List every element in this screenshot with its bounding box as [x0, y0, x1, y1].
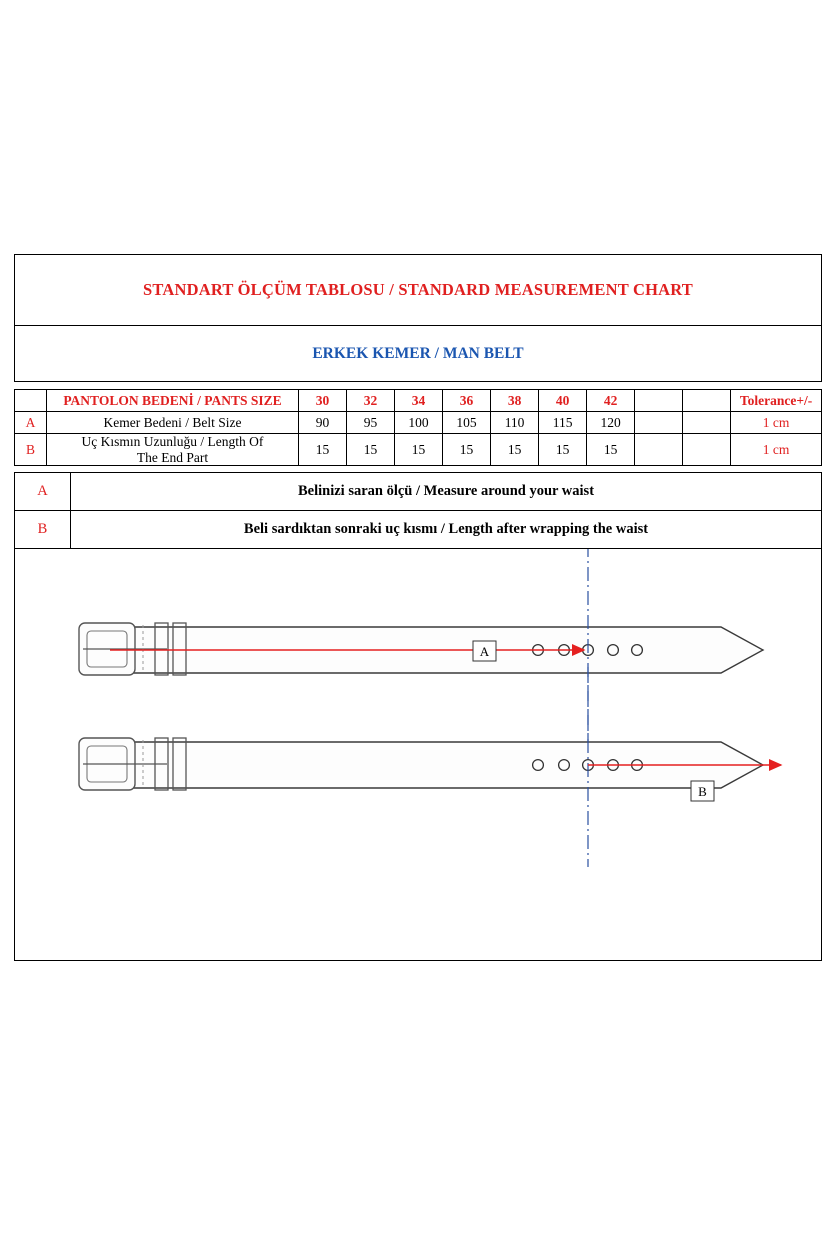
measurement-chart-sheet — [14, 254, 822, 961]
belt-a-group — [79, 549, 763, 761]
chart-subtitle: ERKEK KEMER / MAN BELT — [312, 344, 524, 362]
row-a-desc: Kemer Bedeni / Belt Size — [47, 412, 299, 434]
table-row-a — [15, 412, 822, 434]
note-a-label: A — [15, 473, 71, 511]
row-a-value-36: 105 — [443, 412, 491, 434]
header-size-32: 32 — [346, 390, 394, 412]
label-b-text: B — [698, 784, 707, 800]
belt-top-illustration — [115, 889, 760, 934]
row-b-blank-2 — [683, 434, 731, 466]
row-b-value-32: 15 — [346, 434, 394, 466]
notes-table — [14, 472, 822, 549]
belt-diagram-svg — [15, 549, 821, 959]
note-b-text: Beli sardıktan sonraki uç kısmı / Length after wrapping the waist — [71, 511, 822, 549]
header-size-38: 38 — [491, 390, 539, 412]
label-a-text: A — [479, 644, 490, 660]
row-a-value-38: 110 — [491, 412, 539, 434]
table-header-row — [15, 390, 822, 412]
table-row-b — [15, 434, 822, 466]
row-b-value-30: 15 — [298, 434, 346, 466]
header-size-30: 30 — [298, 390, 346, 412]
note-row-b — [15, 511, 822, 549]
row-a-value-42: 120 — [587, 412, 635, 434]
row-a-blank-2 — [683, 412, 731, 434]
row-b-value-38: 15 — [491, 434, 539, 466]
row-a-value-34: 100 — [394, 412, 442, 434]
header-label-cell — [15, 390, 47, 412]
chart-title: STANDART ÖLÇÜM TABLOSU / STANDARD MEASUREMENT CHART — [143, 280, 693, 299]
note-b-label: B — [15, 511, 71, 549]
note-row-a — [15, 473, 822, 511]
row-a-label: A — [15, 412, 47, 434]
chart-subtitle-box — [14, 326, 822, 382]
header-size-42: 42 — [587, 390, 635, 412]
row-a-blank-1 — [635, 412, 683, 434]
row-b-value-34: 15 — [394, 434, 442, 466]
header-size-40: 40 — [539, 390, 587, 412]
header-desc-cell: PANTOLON BEDENİ / PANTS SIZE — [47, 390, 299, 412]
header-size-36: 36 — [443, 390, 491, 412]
belt-b-group — [79, 667, 781, 867]
row-b-tolerance: 1 cm — [731, 434, 822, 466]
measurement-table — [14, 389, 822, 466]
row-b-desc-line1: Uç Kısmın Uzunluğu / Length Of — [81, 434, 264, 449]
row-b-label: B — [15, 434, 47, 466]
row-b-desc — [47, 434, 299, 466]
row-b-blank-1 — [635, 434, 683, 466]
note-a-text: Belinizi saran ölçü / Measure around your waist — [71, 473, 822, 511]
row-b-value-36: 15 — [443, 434, 491, 466]
belt-illustration-panel — [14, 549, 822, 961]
row-a-value-40: 115 — [539, 412, 587, 434]
header-tolerance: Tolerance+/- — [731, 390, 822, 412]
chart-title-box — [14, 254, 822, 326]
row-a-value-30: 90 — [298, 412, 346, 434]
header-size-34: 34 — [394, 390, 442, 412]
row-b-desc-line2: The End Part — [136, 449, 209, 465]
row-a-value-32: 95 — [346, 412, 394, 434]
row-a-tolerance: 1 cm — [731, 412, 822, 434]
header-blank-1 — [635, 390, 683, 412]
row-b-value-40: 15 — [539, 434, 587, 466]
row-b-value-42: 15 — [587, 434, 635, 466]
header-blank-2 — [683, 390, 731, 412]
